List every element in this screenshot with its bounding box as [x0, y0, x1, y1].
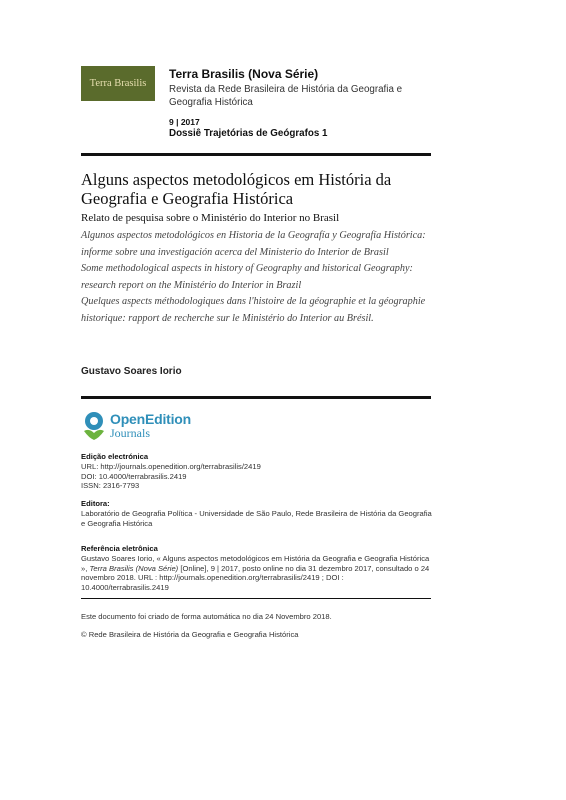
referencia-heading: Referência eletrônica — [81, 544, 158, 553]
alt-title-es: Algunos aspectos metodológicos en Historia de la Geografía y Geografía Histórica: informe sobre una investigación acerca del Ministerio do Interior de Brasil — [81, 230, 426, 258]
edicao-url[interactable]: URL: http://journals.openedition.org/terrabrasilis/2419 — [81, 461, 261, 471]
alt-title-fr: Quelques aspects méthodologiques dans l'histoire de la géographie et la géographie historique: rapport de recherche sur le Ministério do Interior au Brésil. — [81, 296, 426, 324]
journal-subtitle: Revista da Rede Brasileira de História da Geografia e Geografia Histórica — [169, 84, 403, 108]
dossie-title: Dossiê Trajetórias de Geógrafos 1 — [169, 128, 328, 139]
issue-info — [169, 117, 429, 140]
generated-note: Este documento foi criado de forma automática no dia 24 Novembro 2018. — [81, 612, 332, 621]
article-title: Alguns aspectos metodológicos em História da Geografia e Geografia Histórica — [81, 170, 392, 208]
issue-number: 9 | 2017 — [169, 117, 200, 127]
openedition-journals: Journals — [110, 426, 150, 440]
divider-top — [81, 153, 431, 156]
journal-info — [169, 67, 439, 109]
referencia-section — [81, 544, 433, 593]
journal-logo — [81, 66, 155, 101]
journal-logo-text: Terra Brasilis — [89, 78, 147, 89]
journal-title: Terra Brasilis (Nova Série) — [169, 67, 319, 81]
divider-middle — [81, 396, 431, 399]
edicao-section — [81, 452, 433, 491]
edicao-heading: Edição electrónica — [81, 452, 149, 461]
referencia-journal: Terra Brasilis (Nova Série) — [89, 563, 179, 573]
edicao-issn: ISSN: 2316-7793 — [81, 481, 140, 491]
referencia-text — [81, 554, 433, 593]
divider-bottom — [81, 598, 431, 599]
article-subtitle: Relato de pesquisa sobre o Ministério do Interior no Brasil — [81, 212, 340, 224]
referencia-part1: Gustavo Soares Iorio, « Alguns aspectos metodológicos em História da Geografia e Geografia Histórica », — [81, 553, 430, 573]
edicao-doi[interactable]: DOI: 10.4000/terrabrasilis.2419 — [81, 471, 187, 481]
openedition-logo[interactable] — [81, 411, 191, 441]
referencia-part2[interactable]: [Online], 9 | 2017, posto online no dia 31 dezembro 2017, consultado o 24 novembro 2018. URL : http://journals.openedition.org/terrabrasilis/2419 ; DOI : 10.4000/terrabrasilis.2419 — [81, 563, 430, 593]
editora-section — [81, 499, 433, 528]
article-header — [81, 170, 431, 327]
openedition-icon — [81, 411, 107, 441]
article-author: Gustavo Soares Iorio — [81, 366, 182, 377]
editora-text: Laboratório de Geografia Política - Universidade de São Paulo, Rede Brasileira de História da Geografia e Geografia Histórica — [81, 508, 432, 528]
copyright-note: © Rede Brasileira de História da Geografia e Geografia Histórica — [81, 630, 299, 639]
openedition-name: OpenEdition — [110, 411, 192, 427]
alt-title-en: Some methodological aspects in history of Geography and historical Geography: research report on the Ministério do Interior in Brazil — [81, 263, 413, 291]
editora-heading: Editora: — [81, 499, 110, 508]
